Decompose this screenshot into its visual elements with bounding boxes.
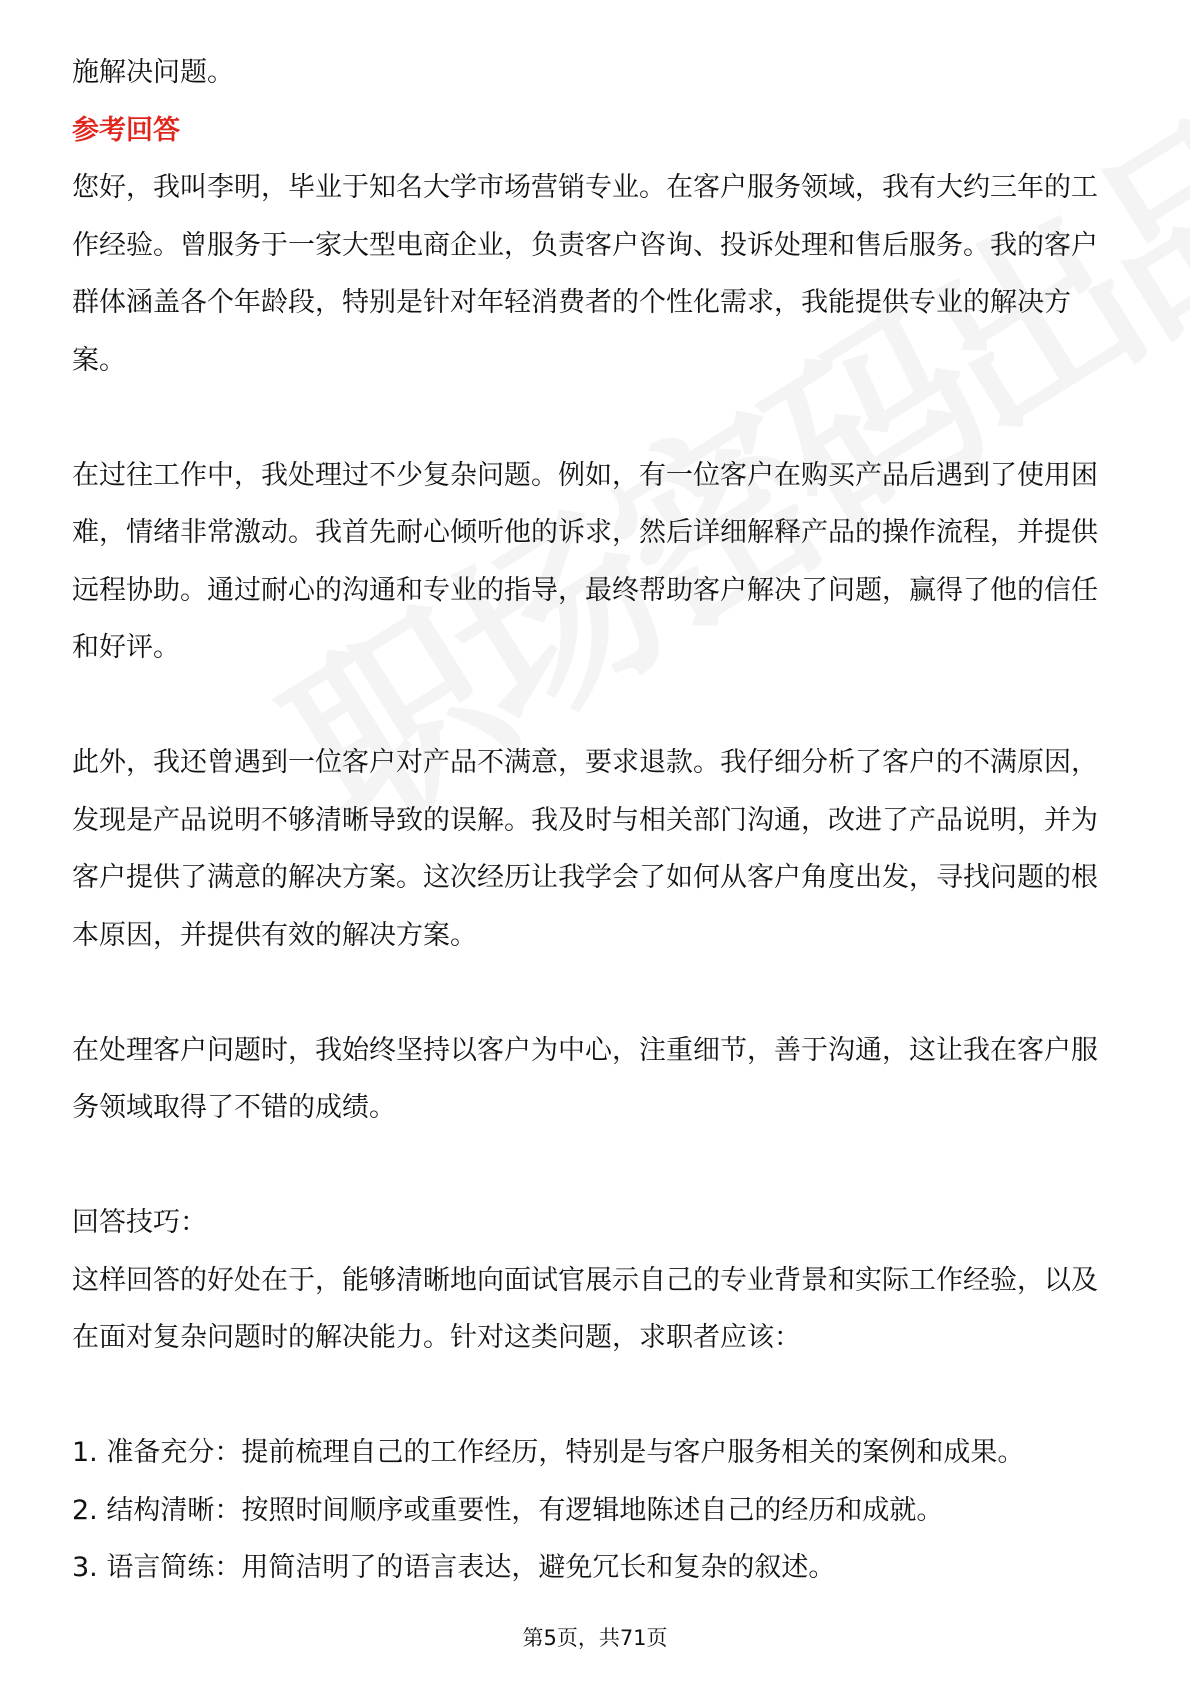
- answer-paragraph-4: 在处理客户问题时，我始终坚持以客户为中心，注重细节，善于沟通，这让我在客户服务领域取得了不错的成绩。: [72, 1034, 1098, 1123]
- reference-answer-heading: 参考回答: [72, 114, 180, 146]
- tips-intro: 这样回答的好处在于，能够清晰地向面试官展示自己的专业背景和实际工作经验，以及在面对复杂问题时的解决能力。针对这类问题，求职者应该：: [72, 1264, 1098, 1353]
- paragraph-spacer: [72, 1137, 1118, 1195]
- tips-heading: 回答技巧：: [72, 1207, 207, 1238]
- paragraph-spacer: [72, 677, 1118, 735]
- intro-fragment: 施解决问题。: [72, 57, 234, 88]
- tip-item-1: 1. 准备充分：提前梳理自己的工作经历，特别是与客户服务相关的案例和成果。: [72, 1437, 1025, 1468]
- tip-item-2: 2. 结构清晰：按照时间顺序或重要性，有逻辑地陈述自己的经历和成就。: [72, 1494, 944, 1526]
- answer-paragraph-2: 在过往工作中，我处理过不少复杂问题。例如，有一位客户在购买产品后遇到了使用困难，情绪非常激动。我首先耐心倾听他的诉求，然后详细解释产品的操作流程，并提供远程协助。通过耐心的沟通和专业的指导，最终帮助客户解决了问题，赢得了他的信任和好评。: [72, 459, 1098, 663]
- answer-paragraph-1: 您好，我叫李明，毕业于知名大学市场营销专业。在客户服务领域，我有大约三年的工作经验。曾服务于一家大型电商企业，负责客户咨询、投诉处理和售后服务。我的客户群体涵盖各个年龄段，特别是针对年轻消费者的个性化需求，我能提供专业的解决方案。: [72, 172, 1098, 376]
- paragraph-spacer: [72, 389, 1118, 447]
- paragraph-spacer: [72, 964, 1118, 1022]
- page-number-footer: 第5页，共71页: [522, 1626, 668, 1650]
- paragraph-spacer: [72, 1367, 1118, 1425]
- answer-paragraph-3: 此外，我还曾遇到一位客户对产品不满意，要求退款。我仔细分析了客户的不满原因，发现是产品说明不够清晰导致的误解。我及时与相关部门沟通，改进了产品说明，并为客户提供了满意的解决方案。这次经历让我学会了如何从客户角度出发，寻找问题的根本原因，并提供有效的解决方案。: [72, 747, 1098, 951]
- tip-item-3: 3. 语言简练：用简洁明了的语言表达，避免冗长和复杂的叙述。: [72, 1552, 836, 1583]
- page-content: [72, 44, 1118, 1597]
